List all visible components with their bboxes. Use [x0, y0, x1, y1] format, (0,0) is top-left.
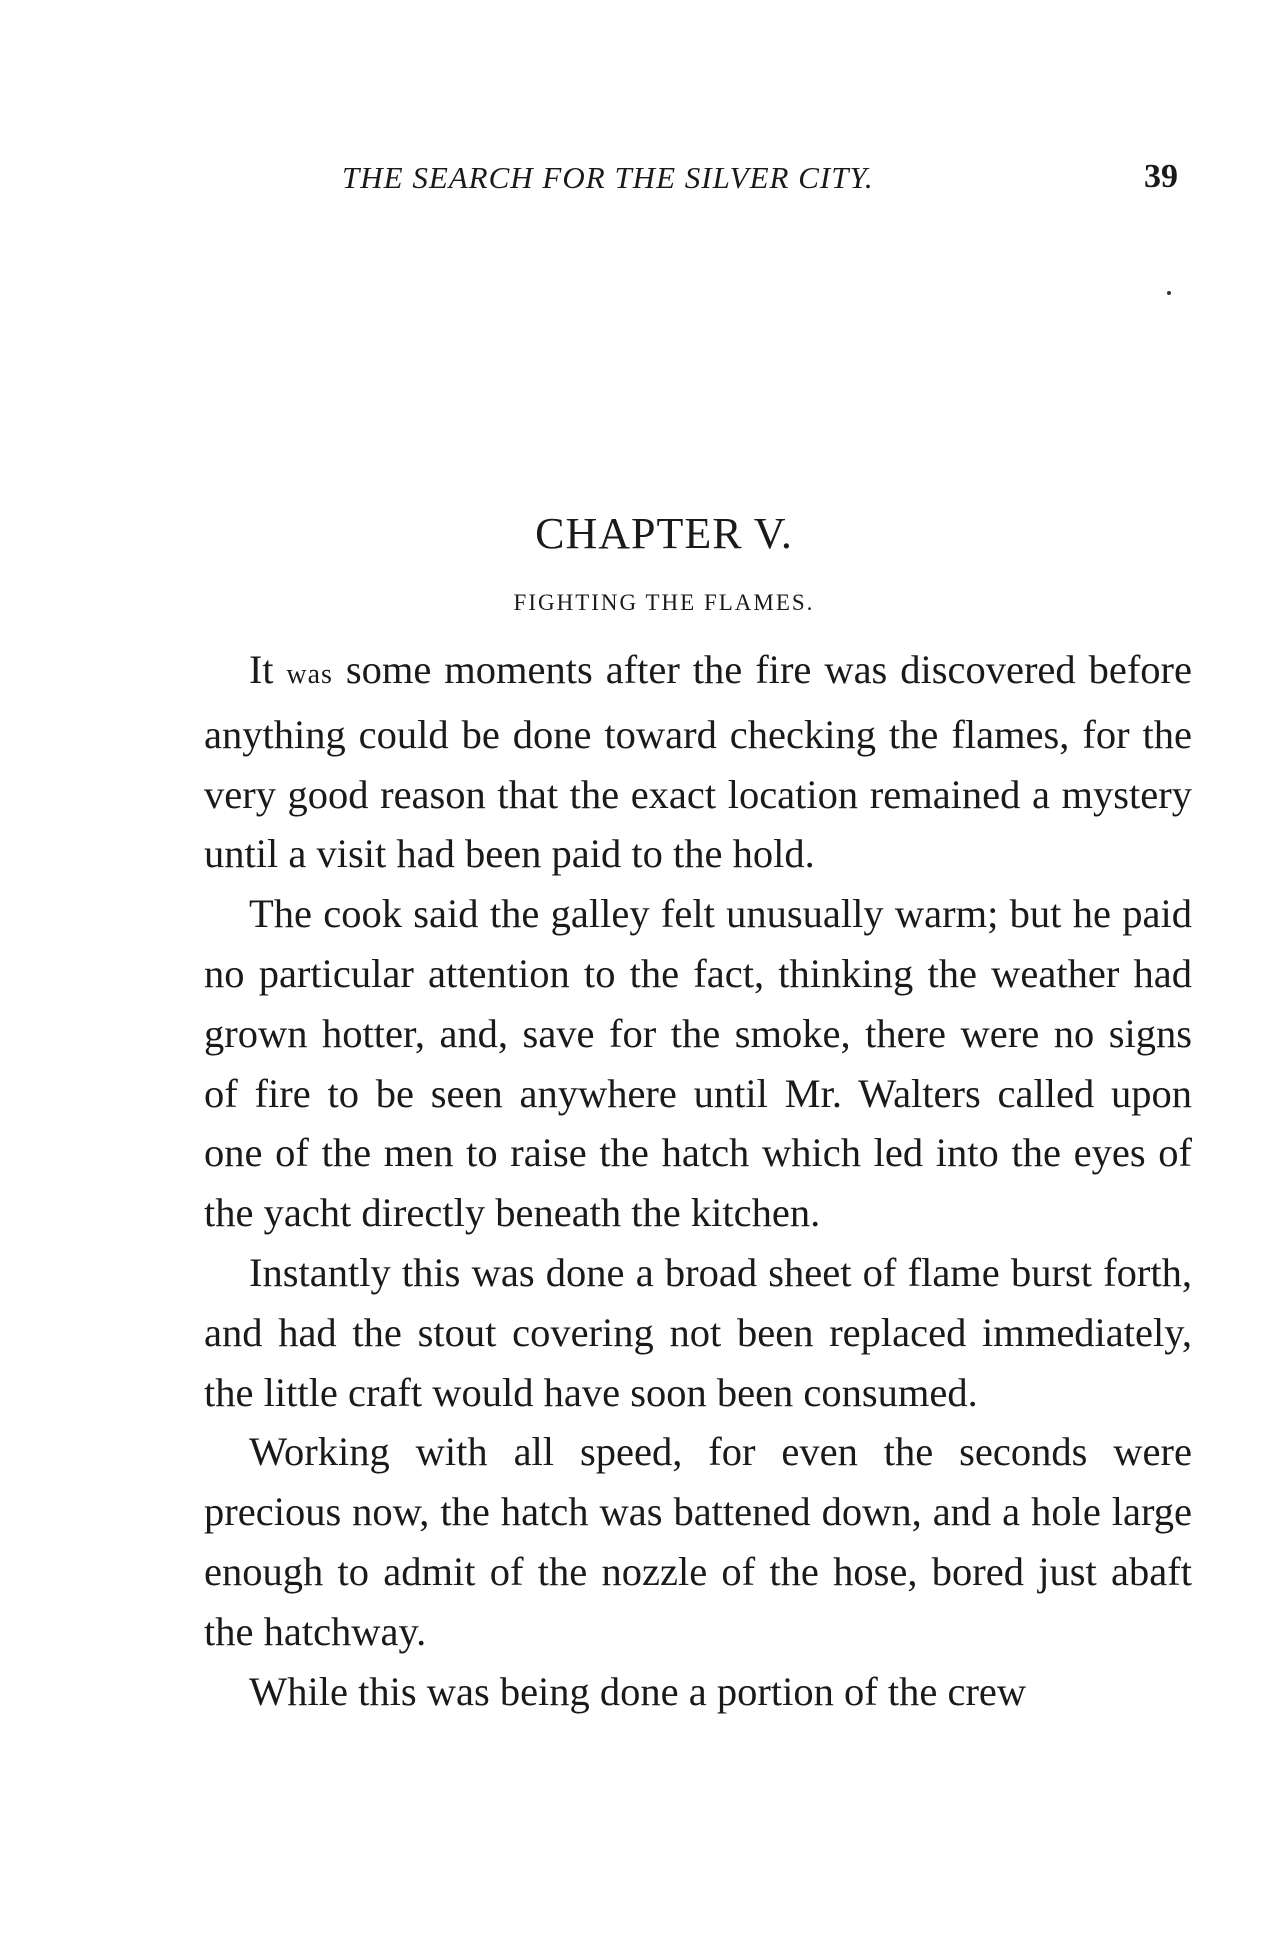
- paragraph-text: Working with all speed, for even the seconds were precious now, the hatch was battened down, and a hole large enough to admit of the nozzle of the hose, bored just abaft the hatchway.: [204, 1429, 1192, 1654]
- paragraph-5: [204, 1662, 1192, 1722]
- lead-small-caps: was: [286, 659, 333, 690]
- paragraph-3: [204, 1243, 1192, 1422]
- chapter-subtitle: FIGHTING THE FLAMES.: [513, 590, 815, 615]
- paragraph-text: The cook said the galley felt unusually warm; but he paid no particular attention to the fact, thinking the weather had grown hotter, and, save for the smoke, there were no signs of fire to be seen anywhere until Mr. Walters called upon one of the men to raise the hatch which led into the eyes of the yacht directly beneath the kitchen.: [204, 891, 1192, 1236]
- running-head: [200, 160, 1200, 210]
- body-text: [204, 640, 1192, 1721]
- paragraph-4: [204, 1422, 1192, 1661]
- lead-word: It: [249, 647, 274, 692]
- page-number: 39: [1144, 158, 1178, 195]
- paragraph-text: some moments after the fire was discovered before anything could be done toward checking the flames, for the very good reason that the exact location remained a mystery until a visit had been paid to the hold.: [204, 647, 1193, 877]
- paragraph-1: [204, 640, 1192, 884]
- chapter-title: CHAPTER V.: [535, 509, 793, 558]
- paragraph-text: Instantly this was done a broad sheet of flame burst forth, and had the stout covering not been replaced immediately, the little craft would have soon been consumed.: [204, 1249, 1192, 1415]
- print-speck: [1167, 291, 1171, 295]
- running-title: THE SEARCH FOR THE SILVER CITY.: [342, 160, 874, 195]
- paragraph-2: [204, 884, 1192, 1243]
- paragraph-text: While this was being done a portion of the crew: [249, 1668, 1027, 1714]
